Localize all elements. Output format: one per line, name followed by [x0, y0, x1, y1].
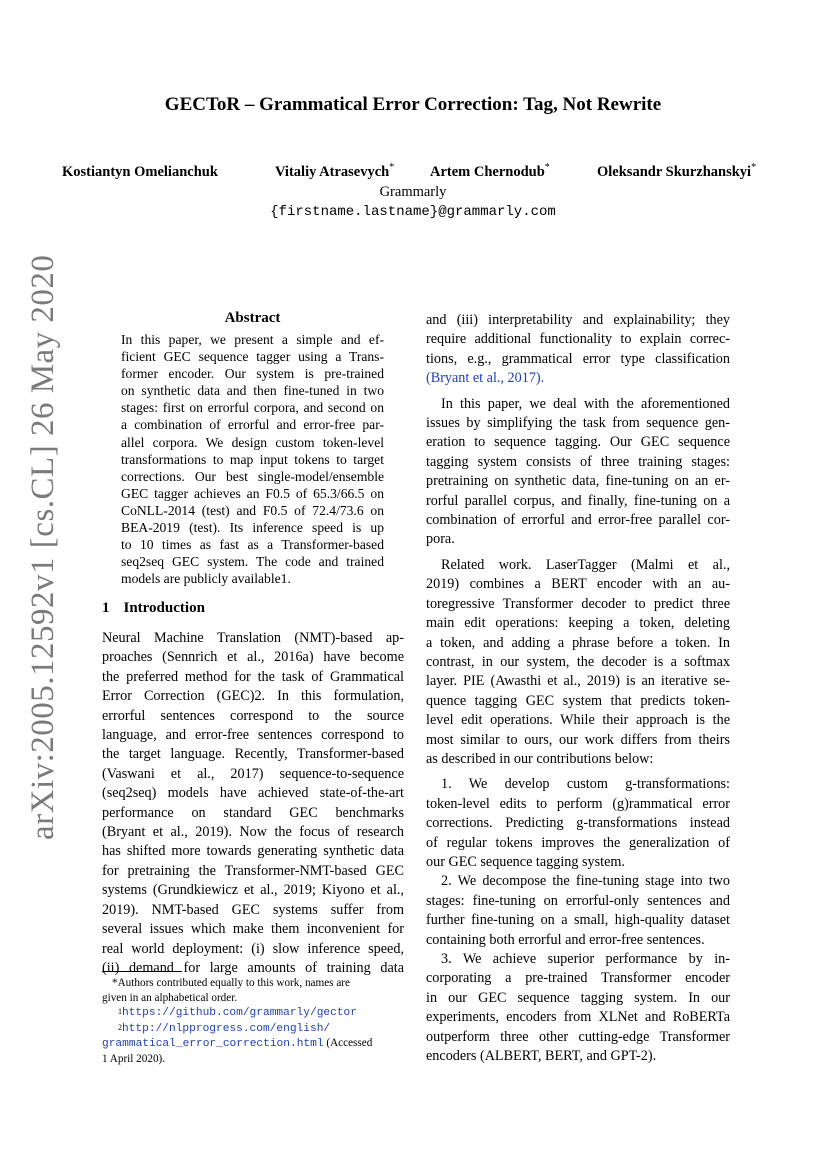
intro-line: the preferred method for the task of Grammatical [102, 668, 404, 685]
paragraph-approach [426, 395, 730, 550]
paper-title: GECToR – Grammatical Error Correction: Tag, Not Rewrite [164, 94, 662, 115]
abstract-line: GEC tagger achieves an F0.5 of 65.3/66.5 on [121, 485, 384, 501]
contribution-1 [426, 775, 730, 872]
text-line: In this paper, we deal with the aforementioned [441, 395, 730, 412]
intro-line: proaches (Sennrich et al., 2016a) have become [102, 649, 404, 666]
abstract-line: allel corpora. We design custom token-level [121, 434, 384, 450]
footnote-2-cont: grammatical_error_correction.html (Accessed [102, 1037, 373, 1050]
text-line: our GEC sequence tagging system. [426, 853, 625, 870]
abstract-line: models are publicly available1. [121, 571, 291, 587]
text-line: of regular tokens improves the generalization of [426, 834, 730, 851]
author-2: Vitaliy Atrasevych* [275, 162, 395, 180]
text-line: experiments, encoders from XLNet and RoBERTa [426, 1009, 730, 1026]
footnote-1: $^1$https://github.com/grammarly/gector [118, 1007, 357, 1019]
text-line: pretraining on synthetic data, fine-tuning on an er- [426, 473, 730, 490]
arxiv-identifier: arXiv:2005.12592v1 [cs.CL] 26 May 2020 [25, 254, 61, 840]
abstract-line: seq2seq GEC system. The code and trained [121, 554, 384, 570]
intro-line: (seq2seq) models have achieved state-of-the-art [102, 785, 404, 802]
abstract-line: ficient GEC sequence tagger using a Trans- [121, 349, 384, 365]
text-line: most similar to ours, our work differs from theirs [426, 731, 730, 748]
paragraph-interpretability [426, 311, 730, 389]
text-line: corrections. Predicting g-transformations instead [426, 815, 730, 832]
text-line: toregressive Transformer decoder to predict three [426, 595, 730, 612]
text-line: outperform three other cutting-edge Transformer [426, 1028, 730, 1045]
abstract-line: to 10 times as fast as a Transformer-based [121, 537, 384, 553]
abstract-line: In this paper, we present a simple and ef- [121, 332, 384, 347]
text-line: layer. PIE (Awasthi et al., 2019) is an iterative se- [426, 673, 730, 690]
footnote-1-link[interactable]: https://github.com/grammarly/gector [122, 1007, 357, 1019]
abstract-line: on synthetic data and then fine-tuned in two [121, 383, 384, 399]
section-heading-introduction: 1 Introduction [102, 600, 205, 616]
footnote-2-link[interactable]: http://nlpprogress.com/english/ [122, 1022, 331, 1035]
text-line: rorful parallel corpus, and finally, fine-tuning on a [426, 492, 730, 509]
email-address: {firstname.lastname}@grammarly.com [270, 204, 556, 220]
related-work-lead-line: Related work. LaserTagger (Malmi et al., [441, 556, 730, 573]
text-line: corporating a pre-trained Transformer encoder [426, 970, 730, 987]
abstract-line: CoNLL-2014 (test) and F0.5 of 72.4/73.6 on [121, 502, 384, 518]
text-line: 2019) combines a BERT encoder with an au- [426, 576, 730, 593]
intro-line: Neural Machine Translation (NMT)-based ap- [102, 630, 404, 646]
abstract-line: transformations to map input tokens to target [121, 451, 384, 467]
author-1: Kostiantyn Omelianchuk [62, 164, 218, 180]
abstract-line: a combination of errorful and error-free par- [121, 417, 384, 433]
footnotes [102, 976, 404, 1066]
paragraph-related-work [426, 556, 730, 769]
text-line: 1. We develop custom g-transformations: [441, 776, 730, 793]
footnote-authors: *Authors contributed equally to this work, names are [112, 977, 350, 989]
text-line: 2. We decompose the fine-tuning stage into two [441, 873, 730, 890]
author-4: Oleksandr Skurzhanskyi* [597, 162, 757, 180]
intro-line: (Bryant et al., 2019). Now the focus of research [102, 824, 404, 841]
abstract-line: former encoder. Our system is pre-trained [121, 366, 384, 382]
intro-line: for pretraining the Transformer-NMT-based GEC [102, 862, 404, 879]
text-line: main edit operations: keeping a token, deleting [426, 615, 730, 632]
intro-line: errorful sentences correspond to the source [102, 707, 404, 724]
footnote-2-link-cont[interactable]: grammatical_error_correction.html [102, 1038, 324, 1050]
intro-line: (ii) demand for large amounts of training data [102, 959, 404, 976]
text-line: require additional functionality to explain correc- [426, 331, 730, 348]
text-line: stages: fine-tuning on errorful-only sentences and [426, 892, 730, 909]
text-line: 3. We achieve superior performance by in- [441, 951, 730, 967]
text-line: and (iii) interpretability and explainability; they [426, 312, 730, 328]
intro-line: (Vaswani et al., 2017) sequence-to-sequence [102, 765, 404, 782]
abstract-line: BEA-2019 (test). Its inference speed is up [121, 520, 384, 536]
text-line: eration to sequence tagging. Our GEC sequence [426, 434, 730, 451]
intro-line: language, and error-free sentences correspond to [102, 727, 404, 744]
right-column [426, 311, 730, 1066]
abstract-line: corrections. Our best single-model/ensemble [121, 468, 384, 484]
author-3: Artem Chernodub* [430, 162, 550, 180]
intro-line: Error Correction (GEC)2. In this formulation, [102, 688, 404, 705]
text-line: encoders (ALBERT, BERT, and GPT-2). [426, 1048, 657, 1065]
text-line: quence tagging GEC system that predicts token- [426, 692, 730, 709]
contribution-2 [426, 872, 730, 950]
text-line: containing both errorful and error-free sentences. [426, 931, 705, 948]
text-line: level edit operations. While their approach is the [426, 712, 730, 729]
contribution-3 [426, 950, 730, 1066]
abstract-heading: Abstract [224, 310, 281, 326]
intro-line: systems (Grundkiewicz et al., 2019; Kiyono et al., [102, 882, 404, 899]
abstract-line: stages: first on errorful corpora, and second on [121, 400, 384, 416]
text-line: contrast, in our system, the decoder is a softmax [426, 653, 730, 670]
text-line: a token, and adding a phrase before a token. In [426, 634, 730, 651]
intro-line: several issues which make them inconvenient for [102, 921, 404, 938]
intro-line: the target language. Recently, Transformer-based [102, 746, 404, 763]
abstract-text [121, 331, 384, 587]
introduction-text [102, 629, 404, 978]
citation-line[interactable]: (Bryant et al., 2017). [426, 370, 545, 387]
intro-line: real world deployment: (i) slow inference speed, [102, 940, 404, 957]
text-line: tagging system consists of three training stages: [426, 453, 730, 470]
intro-line: has shifted more towards generating synthetic data [102, 843, 404, 860]
text-line: token-level edits to perform (g)rammatical error [426, 795, 730, 812]
text-line: pora. [426, 531, 455, 548]
text-line: as described in our contributions below: [426, 750, 654, 767]
text-line: combination of errorful and error-free parallel cor- [426, 512, 730, 529]
text-line: further fine-tuning on a small, high-quality dataset [426, 912, 730, 929]
text-line: tions, e.g., grammatical error type classification [426, 350, 730, 367]
footnote-authors-cont: given in an alphabetical order. [102, 991, 238, 1004]
affiliation: Grammarly [379, 184, 447, 200]
footnote-2-date: 1 April 2020). [102, 1052, 166, 1065]
footnote-2: $^2$http://nlpprogress.com/english/ [118, 1022, 331, 1035]
footnote-rule [102, 971, 182, 972]
intro-line: 2019). NMT-based GEC systems suffer from [102, 901, 404, 918]
text-line: issues by simplifying the task from sequence gen- [426, 415, 730, 432]
text-line: in our GEC sequence tagging system. In our [426, 989, 730, 1006]
intro-line: performance on standard GEC benchmarks [102, 804, 404, 821]
